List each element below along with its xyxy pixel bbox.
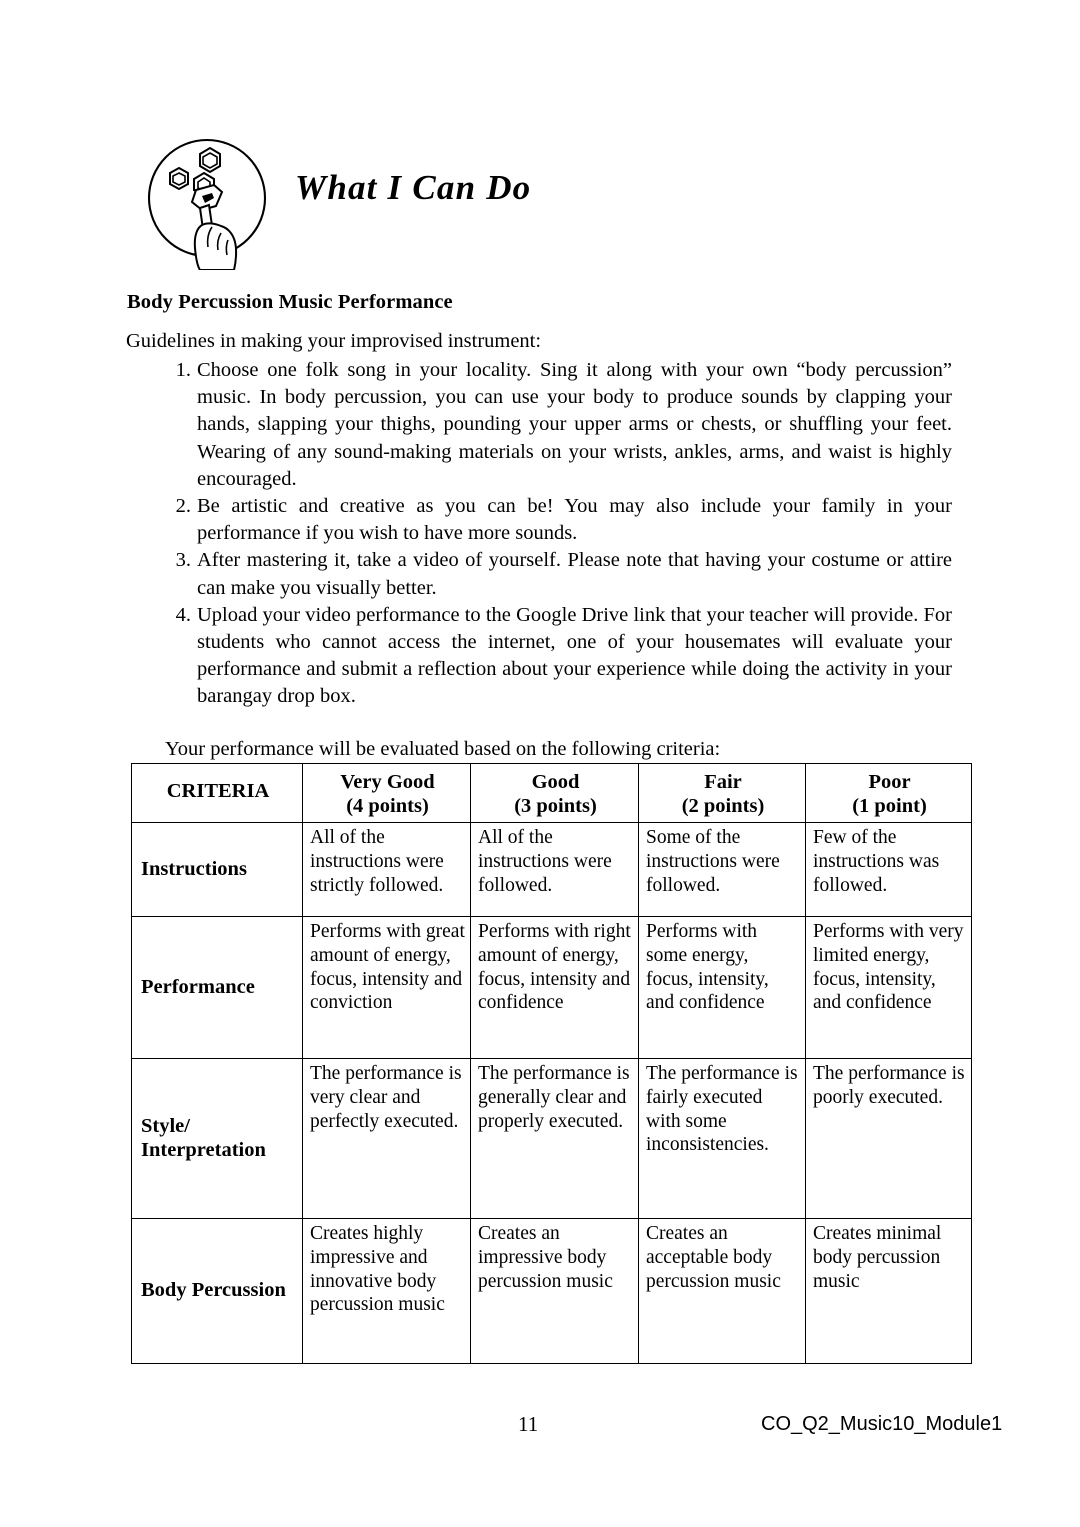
criterion-label: Performance bbox=[132, 917, 303, 1059]
cell-good: Performs with right amount of energy, focus, intensity and confidence bbox=[471, 917, 639, 1059]
criterion-label: Instructions bbox=[132, 823, 303, 917]
column-header-criteria bbox=[132, 764, 303, 823]
column-header-label: Good bbox=[531, 771, 580, 793]
cell-very-good: Performs with great amount of energy, focus, intensity and conviction bbox=[303, 917, 471, 1059]
guidelines-list bbox=[126, 357, 952, 711]
table-row bbox=[132, 917, 972, 1059]
list-item bbox=[126, 357, 952, 493]
list-item-text: Choose one folk song in your locality. Sing it along with your own “body percussion” music. In body percussion, you can use your body to produce sounds by clapping your hands, slapping your thighs, pounding your upper arms or chests, or shuffling your feet. Wearing of any sound-making materials on your wrists, ankles, arms, and waist is highly encouraged. bbox=[197, 359, 952, 490]
column-header-poor bbox=[806, 764, 972, 823]
intro-text: Guidelines in making your improvised instrument: bbox=[126, 330, 542, 352]
column-header-label: Poor bbox=[868, 771, 911, 793]
section-header bbox=[131, 130, 961, 270]
page-number: 11 bbox=[518, 1412, 539, 1436]
cell-very-good: Creates highly impressive and innovative body percussion music bbox=[303, 1219, 471, 1364]
cell-very-good: The performance is very clear and perfectly executed. bbox=[303, 1059, 471, 1219]
cell-good: Creates an impressive body percussion music bbox=[471, 1219, 639, 1364]
column-header-good bbox=[471, 764, 639, 823]
cell-poor: Few of the instructions was followed. bbox=[806, 823, 972, 917]
rubric-table bbox=[131, 763, 972, 1364]
table-header-row bbox=[132, 764, 972, 823]
cell-poor: Creates minimal body percussion music bbox=[806, 1219, 972, 1364]
column-header-points: (1 point) bbox=[852, 795, 927, 817]
column-header-very-good bbox=[303, 764, 471, 823]
column-header-label: Very Good bbox=[340, 771, 435, 793]
list-item-number: 2. bbox=[175, 495, 191, 518]
criterion-label: Style/ Interpretation bbox=[132, 1059, 303, 1219]
column-header-label: CRITERIA bbox=[166, 780, 270, 802]
cell-good: The performance is generally clear and properly executed. bbox=[471, 1059, 639, 1219]
cell-fair: Some of the instructions were followed. bbox=[639, 823, 806, 917]
list-item-number: 4. bbox=[175, 603, 191, 626]
column-header-points: (3 points) bbox=[514, 795, 597, 817]
column-header-label: Fair bbox=[704, 771, 742, 793]
list-item-text: After mastering it, take a video of yourself. Please note that having your costume or attire can make you visually better. bbox=[197, 549, 952, 599]
table-row bbox=[132, 1059, 972, 1219]
cell-fair: Creates an acceptable body percussion music bbox=[639, 1219, 806, 1364]
column-header-points: (4 points) bbox=[346, 795, 429, 817]
column-header-points: (2 points) bbox=[681, 795, 765, 817]
cell-poor: Performs with very limited energy, focus, intensity, and confidence bbox=[806, 917, 972, 1059]
list-item-number: 3. bbox=[175, 549, 191, 572]
section-title: What I Can Do bbox=[295, 168, 532, 207]
list-item bbox=[126, 493, 952, 547]
page-title: Body Percussion Music Performance bbox=[127, 291, 453, 313]
list-item-number: 1. bbox=[175, 359, 191, 381]
cell-poor: The performance is poorly executed. bbox=[806, 1059, 972, 1219]
list-item-text: Upload your video performance to the Google Drive link that your teacher will provide. For students who cannot access the internet, one of your housemates will evaluate your performance and submit a reflection about your experience while doing the activity in your barangay drop box. bbox=[197, 603, 952, 708]
column-header-fair bbox=[639, 764, 806, 823]
criteria-lead-text: Your performance will be evaluated based on the following criteria: bbox=[165, 738, 721, 760]
criterion-label: Body Percussion bbox=[132, 1219, 303, 1364]
table-row bbox=[132, 823, 972, 917]
list-item bbox=[126, 602, 952, 711]
hand-holding-wrench-icon bbox=[142, 130, 272, 270]
list-item bbox=[126, 547, 952, 601]
list-item-text: Be artistic and creative as you can be! You may also include your family in your performance if you wish to have more sounds. bbox=[197, 495, 952, 545]
cell-fair: The performance is fairly executed with some inconsistencies. bbox=[639, 1059, 806, 1219]
module-code: CO_Q2_Music10_Module1 bbox=[761, 1413, 1003, 1435]
cell-good: All of the instructions were followed. bbox=[471, 823, 639, 917]
table-row bbox=[132, 1219, 972, 1364]
cell-very-good: All of the instructions were strictly followed. bbox=[303, 823, 471, 917]
cell-fair: Performs with some energy, focus, intensity, and confidence bbox=[639, 917, 806, 1059]
